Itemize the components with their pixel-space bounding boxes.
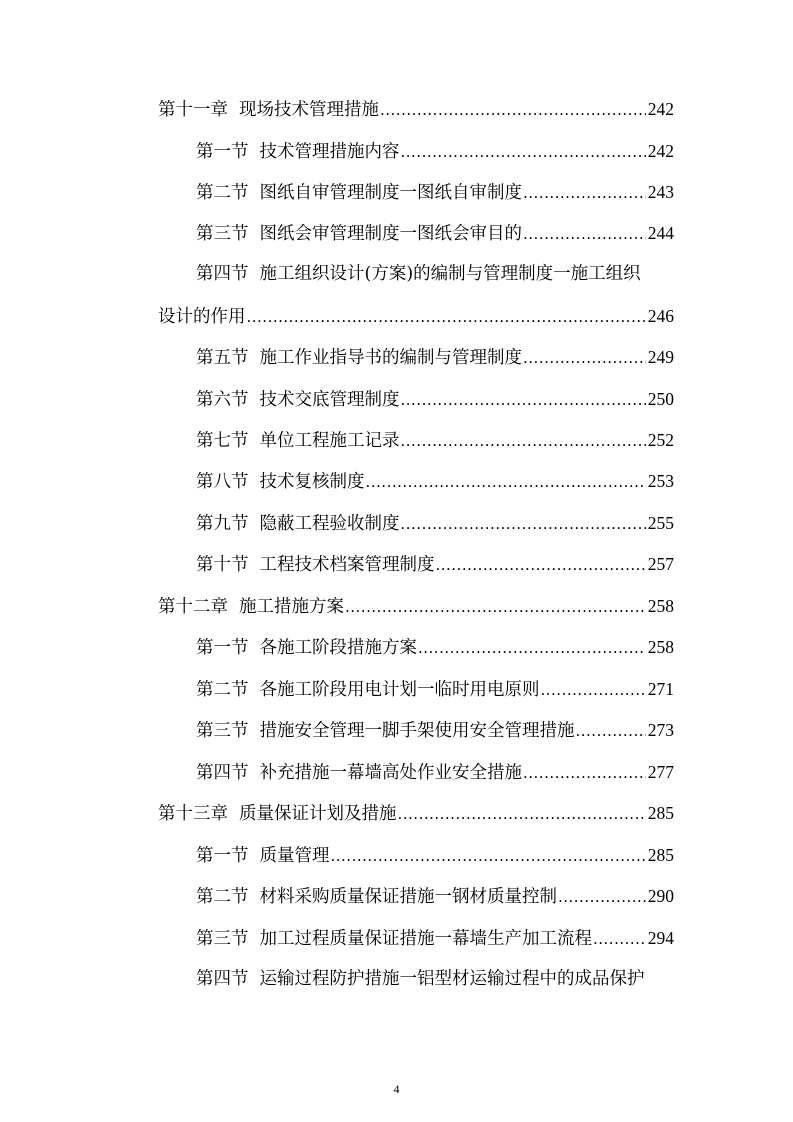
dot-leader	[541, 675, 646, 705]
toc-page-number: 290	[647, 886, 674, 906]
toc-entry-title-continued: 设计的作用	[158, 307, 246, 327]
toc-page-number: 277	[647, 762, 674, 782]
toc-entry-title: 质量保证计划及措施	[239, 804, 397, 824]
toc-page-number: 273	[647, 720, 674, 740]
toc-entry-chapter-11[interactable]	[158, 94, 674, 124]
toc-entry-section[interactable]	[196, 342, 674, 372]
dot-leader	[558, 882, 646, 912]
dot-leader	[401, 385, 646, 415]
dot-leader	[345, 592, 646, 622]
toc-page-number: 246	[647, 306, 674, 326]
toc-entry-title: 各施工阶段措施方案	[259, 638, 417, 658]
toc-entry-title: 施工作业指导书的编制与管理制度	[259, 348, 522, 368]
toc-entry-section[interactable]	[196, 674, 674, 704]
toc-entry-title: 现场技术管理措施	[239, 100, 379, 120]
toc-page-number: 252	[647, 430, 674, 450]
dot-leader	[523, 758, 646, 788]
toc-entry-section[interactable]	[196, 840, 674, 870]
toc-section-number: 第九节	[196, 514, 249, 534]
dot-leader	[401, 137, 646, 167]
toc-page-number: 255	[647, 513, 674, 533]
dot-leader	[398, 799, 646, 829]
toc-entry-title: 材料采购质量保证措施一钢材质量控制	[259, 887, 557, 907]
toc-entry-section[interactable]	[196, 881, 674, 911]
dot-leader	[401, 426, 646, 456]
toc-section-number: 第二节	[196, 680, 249, 700]
dot-leader	[436, 550, 646, 580]
toc-page-number: 285	[647, 803, 674, 823]
toc-entry-section[interactable]	[196, 384, 674, 414]
toc-entry-title: 图纸自审管理制度一图纸自审制度	[259, 183, 522, 203]
toc-entry-chapter-12[interactable]	[158, 591, 674, 621]
toc-section-number: 第十节	[196, 555, 249, 575]
dot-leader	[523, 178, 646, 208]
dot-leader	[523, 219, 646, 249]
toc-entry-section[interactable]	[196, 757, 674, 787]
toc-entry-section[interactable]	[196, 425, 674, 455]
toc-page-number: 253	[647, 471, 674, 491]
toc-entry-section[interactable]	[196, 177, 674, 207]
toc-entry-section[interactable]	[196, 923, 674, 953]
toc-entry-title: 运输过程防护措施一铝型材运输过程中的成品保护	[259, 969, 645, 989]
toc-section-number: 第四节	[196, 763, 249, 783]
page-number-footer: 4	[393, 1082, 400, 1096]
toc-entry-title: 技术交底管理制度	[259, 390, 400, 410]
toc-chapter-number: 第十三章	[158, 804, 228, 824]
toc-section-number: 第八节	[196, 472, 249, 492]
toc-section-number: 第一节	[196, 142, 249, 162]
toc-section-number: 第三节	[196, 721, 249, 741]
toc-section-number: 第五节	[196, 348, 249, 368]
toc-page-number: 250	[647, 389, 674, 409]
toc-entry-section-wrapped[interactable]	[196, 259, 641, 289]
toc-page-number: 244	[647, 223, 674, 243]
toc-page-number: 258	[647, 596, 674, 616]
toc-entry-title: 工程技术档案管理制度	[259, 555, 435, 575]
toc-entry-continuation[interactable]	[158, 301, 674, 331]
toc-entry-section[interactable]	[196, 715, 674, 745]
toc-entry-title: 图纸会审管理制度一图纸会审目的	[259, 224, 522, 244]
toc-section-number: 第三节	[196, 224, 249, 244]
dot-leader	[401, 509, 646, 539]
dot-leader	[380, 95, 646, 125]
toc-page-number: 258	[647, 637, 674, 657]
toc-entry-title: 施工措施方案	[239, 597, 344, 617]
toc-entry-title: 施工组织设计(方案)的编制与管理制度一施工组织	[259, 264, 641, 284]
toc-page-number: 257	[647, 554, 674, 574]
toc-page-number: 242	[647, 141, 674, 161]
toc-section-number: 第二节	[196, 183, 249, 203]
dot-leader	[593, 924, 646, 954]
toc-section-number: 第六节	[196, 390, 249, 410]
dot-leader	[576, 716, 646, 746]
toc-section-number: 第七节	[196, 431, 249, 451]
toc-chapter-number: 第十一章	[158, 100, 228, 120]
toc-entry-chapter-13[interactable]	[158, 798, 674, 828]
toc-page-number: 285	[647, 845, 674, 865]
toc-entry-section[interactable]	[196, 136, 674, 166]
dot-leader	[523, 343, 646, 373]
toc-entry-section[interactable]	[196, 508, 674, 538]
toc-page-number: 271	[647, 679, 674, 699]
dot-leader	[247, 302, 646, 332]
toc-page-number: 243	[647, 182, 674, 202]
toc-page-number: 242	[647, 99, 674, 119]
toc-entry-section[interactable]	[196, 549, 674, 579]
toc-entry-title: 补充措施一幕墙高处作业安全措施	[259, 763, 522, 783]
toc-entry-title: 技术管理措施内容	[259, 142, 400, 162]
toc-entry-section[interactable]	[196, 632, 674, 662]
toc-section-number: 第一节	[196, 638, 249, 658]
toc-section-number: 第四节	[196, 264, 249, 284]
toc-page-number: 249	[647, 347, 674, 367]
toc-entry-title: 隐蔽工程验收制度	[259, 514, 400, 534]
toc-entry-section[interactable]	[196, 466, 674, 496]
toc-section-number: 第三节	[196, 929, 249, 949]
toc-section-number: 第四节	[196, 969, 249, 989]
toc-entry-section-wrapped[interactable]	[196, 964, 645, 994]
dot-leader	[366, 467, 646, 497]
toc-entry-title: 技术复核制度	[259, 472, 365, 492]
toc-entry-title: 各施工阶段用电计划一临时用电原则	[259, 680, 540, 700]
dot-leader	[418, 633, 646, 663]
toc-section-number: 第二节	[196, 887, 249, 907]
toc-section-number: 第一节	[196, 846, 249, 866]
toc-page-number: 294	[647, 928, 674, 948]
toc-entry-title: 单位工程施工记录	[259, 431, 400, 451]
dot-leader	[331, 841, 646, 871]
toc-entry-title: 措施安全管理一脚手架使用安全管理措施	[259, 721, 575, 741]
toc-entry-title: 质量管理	[259, 846, 330, 866]
toc-entry-title: 加工过程质量保证措施一幕墙生产加工流程	[259, 929, 592, 949]
toc-entry-section[interactable]	[196, 218, 674, 248]
toc-chapter-number: 第十二章	[158, 597, 228, 617]
